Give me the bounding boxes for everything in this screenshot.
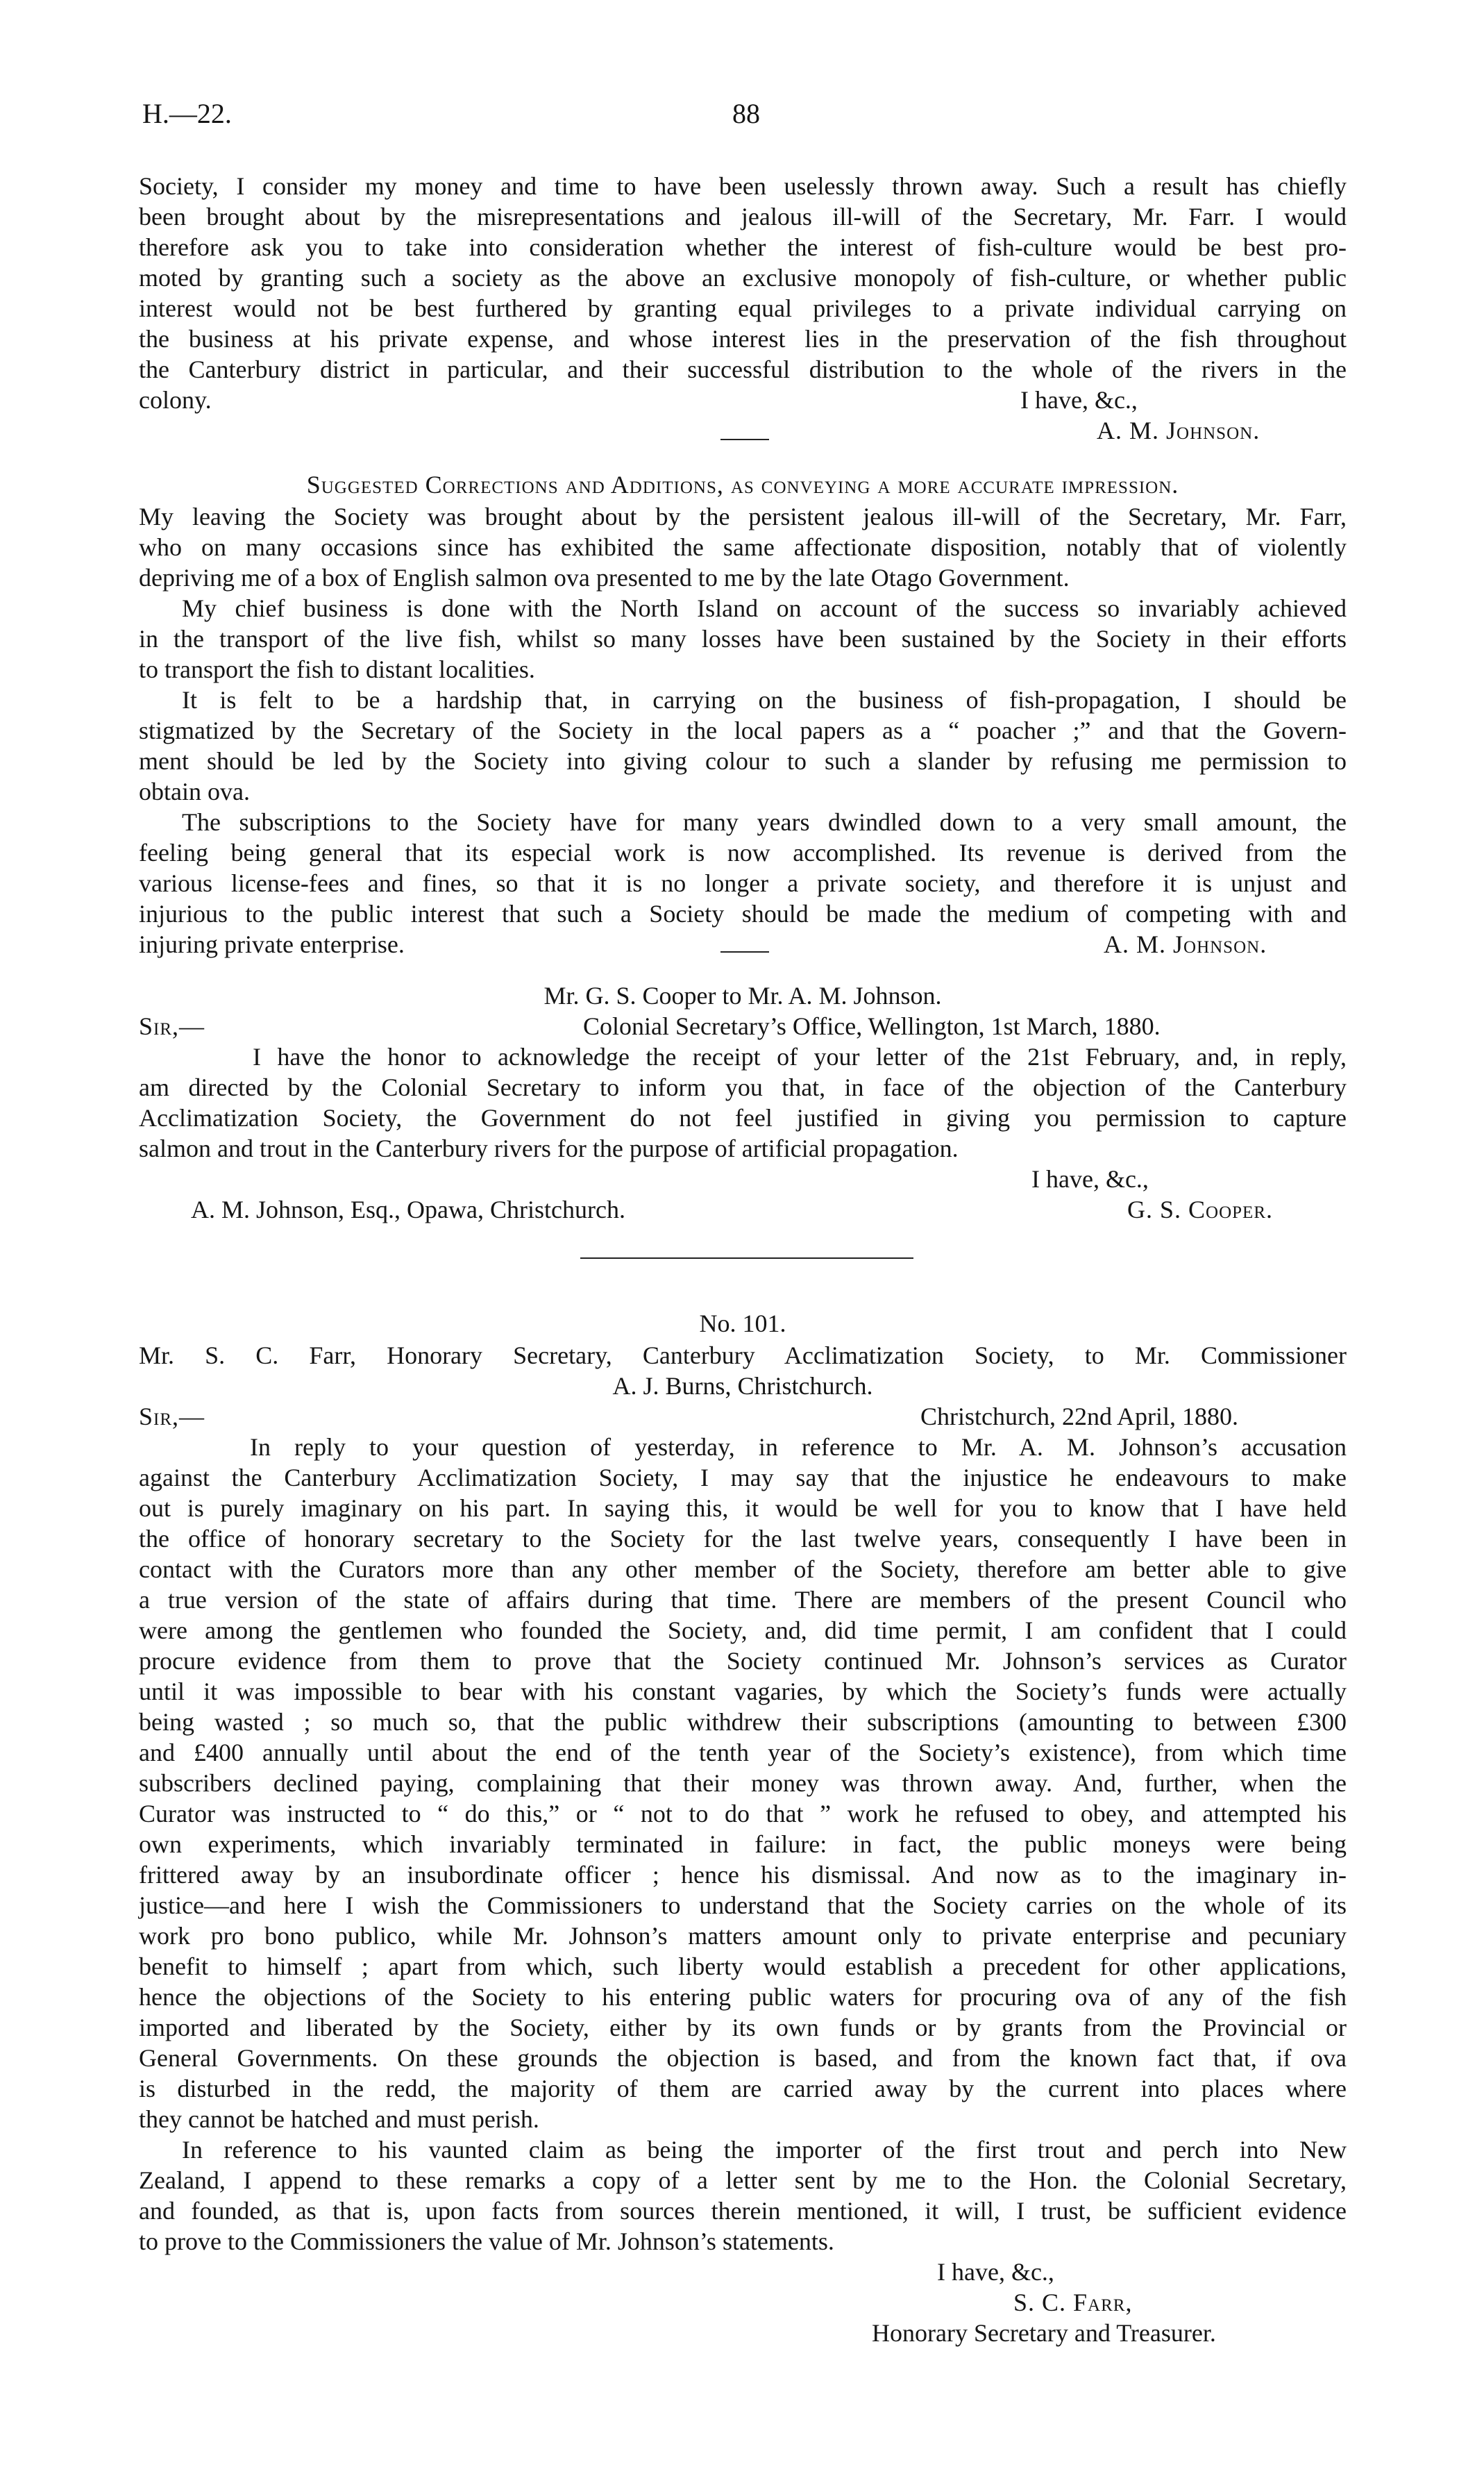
- addressee: A. M. Johnson, Esq., Opawa, Christchurch.: [191, 1196, 625, 1223]
- paragraph-line: hence the objections of the Society to his entering public waters for procuring ova of any of the fish: [139, 1983, 1347, 2011]
- paragraph-line: procure evidence from them to prove that the Society continued Mr. Johnson’s services as Curator: [139, 1647, 1347, 1675]
- closing: I have, &c.,: [937, 2258, 1054, 2286]
- paragraph-line: obtain ova.: [139, 778, 250, 805]
- paragraph-line: General Governments. On these grounds the objection is based, and from the known fact that, if ova: [139, 2044, 1347, 2072]
- paragraph-line: The subscriptions to the Society have for many years dwindled down to a very small amount, the: [182, 808, 1347, 836]
- paragraph-line: Curator was instructed to “ do this,” or “ not to do that ” work he refused to obey, and attempted his: [139, 1800, 1347, 1827]
- paragraph-line: to transport the fish to distant localities.: [139, 655, 535, 683]
- paragraph-line: Zealand, I append to these remarks a copy of a letter sent by me to the Hon. the Colonial Secretary,: [139, 2166, 1347, 2194]
- paragraph-line: in the transport of the live fish, whilst so many losses have been sustained by the Society in their efforts: [139, 625, 1347, 653]
- paragraph-line: and £400 annually until about the end of the tenth year of the Society’s existence), from which time: [139, 1739, 1347, 1766]
- closing: I have, &c.,: [1020, 386, 1138, 414]
- paragraph-line: justice—and here I wish the Commissioners to understand that the Society carries on the whole of its: [139, 1891, 1347, 1919]
- paragraph-line: various license-fees and fines, so that it is no longer a private society, and therefore it is unjust and: [139, 869, 1347, 897]
- document-number: No. 101.: [699, 1310, 786, 1337]
- paragraph-line: feeling being general that its especial work is now accomplished. Its revenue is derived from the: [139, 839, 1347, 867]
- page-number: 88: [732, 98, 760, 129]
- paragraph-line: the business at his private expense, and whose interest lies in the preservation of the fish throughout: [139, 325, 1347, 353]
- paragraph-line: ment should be led by the Society into giving colour to such a slander by refusing me permission to: [139, 747, 1347, 775]
- paragraph-line: salmon and trout in the Canterbury rivers for the purpose of artificial propagation.: [139, 1135, 959, 1162]
- signature: S. C. Farr,: [1013, 2289, 1133, 2316]
- paragraph-line: therefore ask you to take into consideration whether the interest of fish-culture would be best pro-: [139, 233, 1347, 261]
- paragraph-line: being wasted ; so much so, that the public withdrew their subscriptions (amounting to between £300: [139, 1708, 1347, 1736]
- paragraph-line: against the Canterbury Acclimatization Society, I may say that the injustice he endeavours to make: [139, 1464, 1347, 1491]
- paragraph-line: imported and liberated by the Society, either by its own funds or by grants from the Provincial or: [139, 2014, 1347, 2041]
- paragraph-line: stigmatized by the Secretary of the Society in the local papers as a “ poacher ;” and that the Govern-: [139, 717, 1347, 744]
- page-header: [142, 97, 1350, 139]
- paragraph-line: work pro bono publico, while Mr. Johnson’s matters amount only to private enterprise and pecuniary: [139, 1922, 1347, 1950]
- signature: A. M. Johnson.: [1097, 417, 1260, 444]
- paragraph-line: In reference to his vaunted claim as being the importer of the first trout and perch into New: [182, 2136, 1347, 2164]
- paragraph-line: benefit to himself ; apart from which, such liberty would establish a precedent for other applications,: [139, 1952, 1347, 1980]
- paragraph-line: been brought about by the misrepresentations and jealous ill-will of the Secretary, Mr. Farr. I would: [139, 203, 1347, 231]
- document-reference: H.—22.: [142, 98, 232, 129]
- short-divider: [720, 439, 769, 440]
- paragraph-line: injurious to the public interest that such a Society should be made the medium of competing with and: [139, 900, 1347, 928]
- letter-heading: Mr. S. C. Farr, Honorary Secretary, Canterbury Acclimatization Society, to Mr. Commissioner: [139, 1341, 1347, 1369]
- long-divider: [580, 1257, 913, 1259]
- salutation: Sir,—: [139, 1403, 205, 1430]
- paragraph-line: colony.: [139, 386, 212, 414]
- paragraph-line: In reply to your question of yesterday, in reference to Mr. A. M. Johnson’s accusation: [250, 1433, 1347, 1461]
- place-date: Christchurch, 22nd April, 1880.: [920, 1403, 1238, 1430]
- paragraph-line: It is felt to be a hardship that, in carrying on the business of fish-propagation, I should be: [182, 686, 1347, 714]
- paragraph-line: a true version of the state of affairs during that time. There are members of the present Council who: [139, 1586, 1347, 1614]
- paragraph-line: is disturbed in the redd, the majority of them are carried away by the current into places where: [139, 2075, 1347, 2102]
- paragraph-line: own experiments, which invariably terminated in failure: in fact, the public moneys were being: [139, 1830, 1347, 1858]
- paragraph-line: My leaving the Society was brought about by the persistent jealous ill-will of the Secretary, Mr. Farr,: [139, 503, 1347, 530]
- paragraph-line: moted by granting such a society as the above an exclusive monopoly of fish-culture, or whether public: [139, 264, 1347, 292]
- paragraph-line: contact with the Curators more than any other member of the Society, therefore am better able to give: [139, 1555, 1347, 1583]
- paragraph-line: who on many occasions since has exhibited the same affectionate disposition, notably that of violently: [139, 533, 1347, 561]
- paragraph-line: and founded, as that is, upon facts from sources therein mentioned, it will, I trust, be sufficient evidence: [139, 2197, 1347, 2225]
- closing: I have, &c.,: [1031, 1165, 1149, 1193]
- salutation: Sir,—: [139, 1012, 205, 1040]
- paragraph-line: Acclimatization Society, the Government do not feel justified in giving you permission to capture: [139, 1104, 1347, 1132]
- paragraph-line: subscribers declined paying, complaining that their money was thrown away. And, further, when the: [139, 1769, 1347, 1797]
- paragraph-line: they cannot be hatched and must perish.: [139, 2105, 539, 2133]
- paragraph-line: until it was impossible to bear with his constant vagaries, by which the Society’s funds were actually: [139, 1678, 1347, 1705]
- letter-heading-continued: A. J. Burns, Christchurch.: [612, 1372, 873, 1400]
- paragraph-line: My chief business is done with the North Island on account of the success so invariably achieved: [182, 594, 1347, 622]
- paragraph-line: Society, I consider my money and time to have been uselessly thrown away. Such a result has chiefly: [139, 172, 1347, 200]
- paragraph-line: interest would not be best furthered by granting equal privileges to a private individual carrying on: [139, 294, 1347, 322]
- paragraph-line: injuring private enterprise.: [139, 930, 405, 958]
- paragraph-line: am directed by the Colonial Secretary to inform you that, in face of the objection of the Canterbury: [139, 1073, 1347, 1101]
- letter-heading: Mr. G. S. Cooper to Mr. A. M. Johnson.: [543, 982, 942, 1010]
- signature: G. S. Cooper.: [1127, 1196, 1273, 1223]
- signature: A. M. Johnson.: [1104, 930, 1267, 958]
- section-heading: Suggested Corrections and Additions, as conveying a more accurate impression.: [306, 471, 1179, 499]
- paragraph-line: the Canterbury district in particular, and their successful distribution to the whole of the rivers in the: [139, 355, 1347, 383]
- paragraph-line: out is purely imaginary on his part. In saying this, it would be well for you to know that I have held: [139, 1494, 1347, 1522]
- paragraph-line: I have the honor to acknowledge the receipt of your letter of the 21st February, and, in reply,: [253, 1043, 1347, 1071]
- paragraph-line: were among the gentlemen who founded the Society, and, did time permit, I am confident that I could: [139, 1616, 1347, 1644]
- paragraph-line: to prove to the Commissioners the value of Mr. Johnson’s statements.: [139, 2227, 834, 2255]
- short-divider: [720, 951, 769, 953]
- signatory-title: Honorary Secretary and Treasurer.: [872, 2319, 1216, 2347]
- address-date: Colonial Secretary’s Office, Wellington, 1st March, 1880.: [583, 1012, 1161, 1040]
- paragraph-line: depriving me of a box of English salmon ova presented to me by the late Otago Government.: [139, 564, 1070, 592]
- paragraph-line: frittered away by an insubordinate officer ; hence his dismissal. And now as to the imaginary in-: [139, 1861, 1347, 1889]
- paragraph-line: the office of honorary secretary to the Society for the last twelve years, consequently I have been in: [139, 1525, 1347, 1553]
